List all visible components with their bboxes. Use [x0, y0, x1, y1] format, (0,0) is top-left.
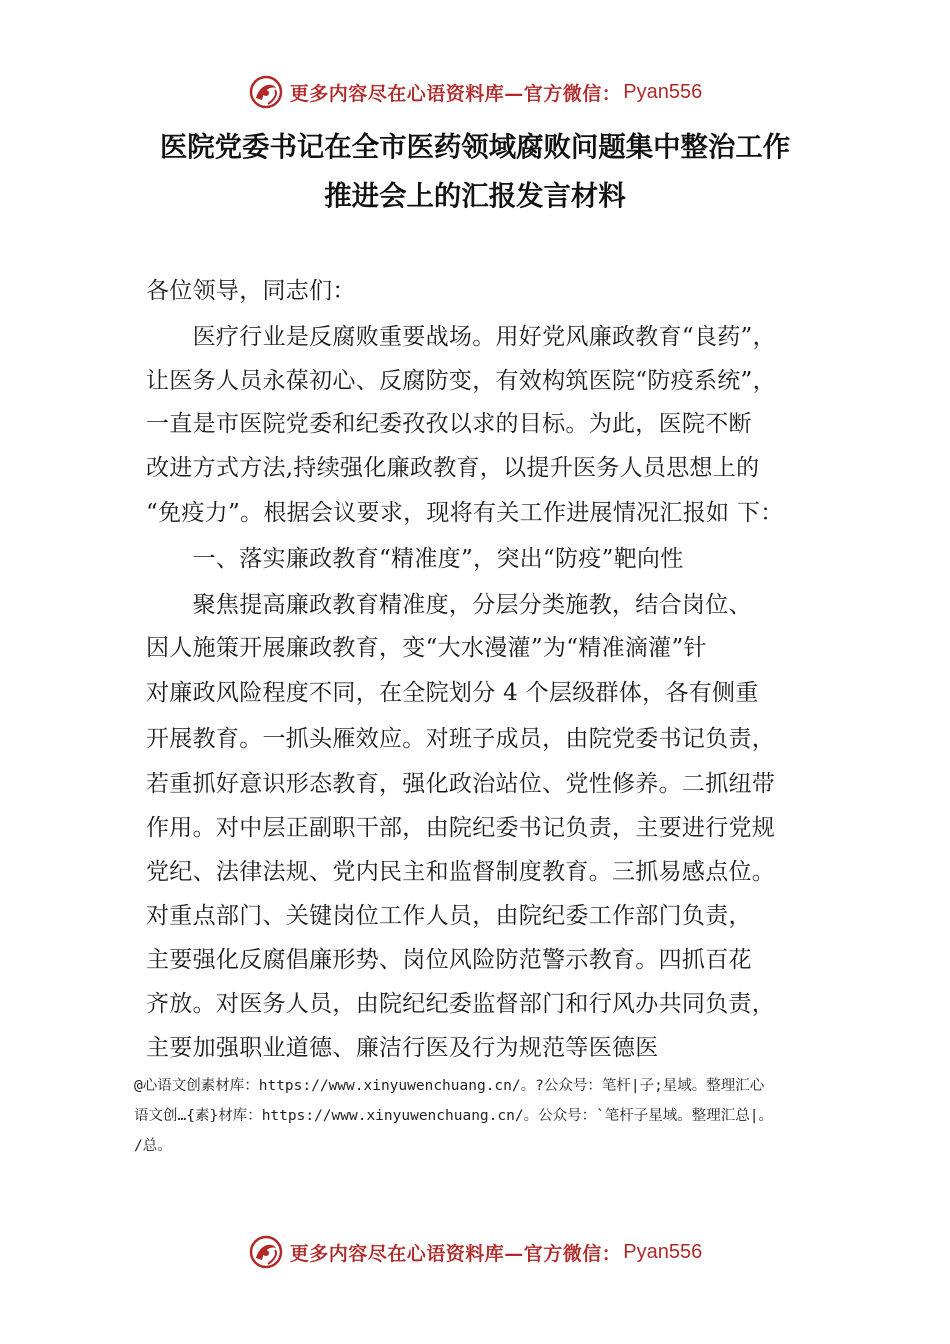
- bottom-banner: [0, 1232, 950, 1272]
- footer-line: /总。: [134, 1138, 172, 1154]
- body-line: 改进方式方法,持续强化廉政教育，以提升医务人员思想上的: [146, 455, 760, 481]
- body-line: 开展教育。一抓头雁效应。对班子成员，由院党委书记负责，: [146, 726, 776, 752]
- body-line: 对廉政风险程度不同，在全院划分 4 个层级群体，各有侧重: [146, 680, 759, 706]
- document-title-line-1: 医院党委书记在全市医药领域腐败问题集中整治工作: [159, 131, 791, 163]
- footer-line: @心语文创素材库：https://www.xinyuwenchuang.cn/。?公众号：笔杆|子;星域。整理汇心: [134, 1078, 765, 1094]
- body-line: 作用。对中层正副职干部，由院纪委书记负责，主要进行党规: [146, 815, 776, 841]
- body-line: 一直是市医院党委和纪委孜孜以求的目标。为此，医院不断: [146, 411, 752, 437]
- body-line: 党纪、法律法规、党内民主和监督制度教育。三抓易感点位。: [146, 859, 776, 885]
- banner-wechat-id: Pyan556: [623, 1240, 703, 1263]
- section-heading: 一、落实廉政教育“精准度”，突出“防疫”靶向性: [146, 546, 684, 572]
- body-line: 让医务人员永葆初心、反腐防变，有效构筑医院“防疫系统”，: [146, 368, 776, 394]
- body-line: 若重抓好意识形态教育，强化政治站位、党性修养。二抓纽带: [146, 771, 776, 797]
- body-line: 各位领导，同志们：: [146, 278, 356, 304]
- body-line: 主要加强职业道德、廉洁行医及行为规范等医德医: [146, 1035, 659, 1061]
- red-swirl-logo-icon: [248, 74, 284, 110]
- body-line: 聚焦提高廉政教育精准度，分层分类施教，结合岗位、: [146, 592, 752, 618]
- top-banner: [0, 72, 950, 112]
- banner-text: 更多内容尽在心语资料库—官方微信：: [289, 82, 622, 105]
- body-line: 医疗行业是反腐败重要战场。用好党风廉政教育“良药”，: [146, 324, 776, 350]
- banner-text: 更多内容尽在心语资料库—官方微信：: [289, 1242, 622, 1265]
- red-swirl-logo-icon: [248, 1234, 284, 1270]
- body-line: 因人施策开展廉政教育，变“大水漫灌”为“精准滴灌”针: [146, 635, 707, 661]
- document-title-line-2: 推进会上的汇报发言材料: [324, 180, 626, 212]
- banner-wechat-id: Pyan556: [623, 80, 703, 103]
- footer-line: 语文创…{素}材库：https://www.xinyuwenchuang.cn/。公众号：`笔杆子星域。整理汇总|。: [134, 1108, 774, 1124]
- body-line: 齐放。对医务人员，由院纪纪委监督部门和行风办共同负责，: [146, 991, 776, 1017]
- body-line: 对重点部门、关键岗位工作人员，由院纪委工作部门负责，: [146, 903, 752, 929]
- body-line: “免疫力”。根据会议要求，现将有关工作进展情况汇报如 下：: [146, 500, 784, 526]
- body-line: 主要强化反腐倡廉形势、岗位风险防范警示教育。四抓百花: [146, 947, 752, 973]
